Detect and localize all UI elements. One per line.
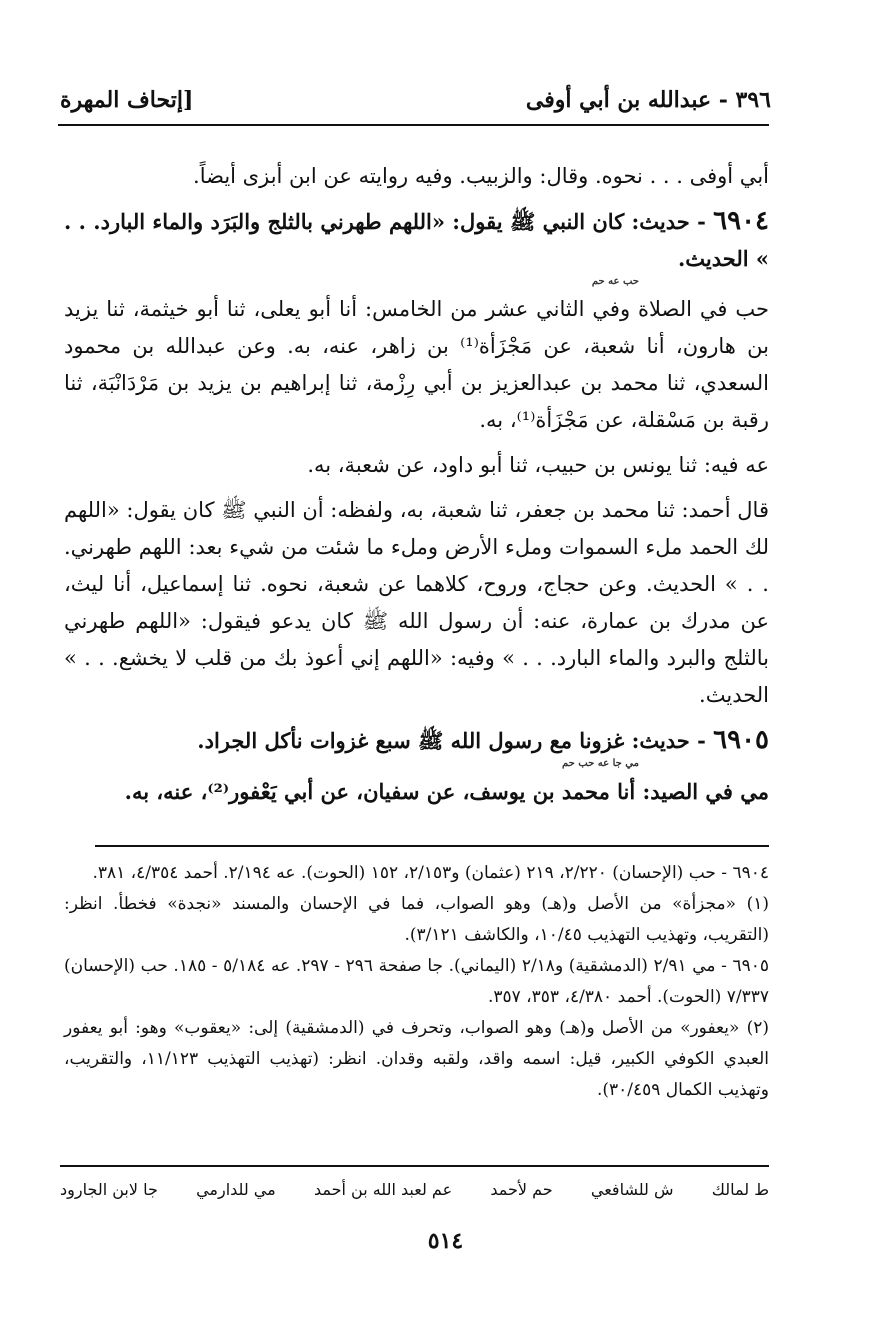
footnote-divider: [95, 845, 769, 847]
abbreviation-item: ط لمالك: [711, 1180, 769, 1199]
footnote: ٦٩٠٤ - حب (الإحسان) ٢/٢٢٠، ٢١٩ (عثمان) و٢/١٥٣، ١٥٢ (الحوت). عه ٢/١٩٤. أحمد ٤/٣٥٤، ٣٨١.: [92, 863, 769, 883]
footnote: ٦٩٠٥ - مي ٢/٩١ (الدمشقية) و٢/١٨ (اليماني). جا صفحة ٢٩٦ - ٢٩٧. عه ٥/١٨٤ - ١٨٥. حب (الإحسان) ٧/٣٣٧ (الحوت). أحمد ٤/٣٨٠، ٣٥٣، ٣٥٧.: [64, 956, 769, 1007]
header-divider: [58, 124, 769, 126]
paragraph: أبي أوفى . . . نحوه. وقال: والزبيب. وفيه روايته عن ابن أبزى أيضاً.: [193, 164, 769, 188]
abbreviation-item: حم لأحمد: [490, 1180, 553, 1199]
hadith-6904: [64, 203, 770, 287]
abbreviations-divider: [60, 1165, 769, 1167]
paragraph: حب في الصلاة وفي الثاني عشر من الخامس: أنا أبو يعلى، ثنا أبو خيثمة، ثنا يزيد بن هارون، أنا شعبة، عن مَجْزَأة⁽¹⁾ بن زاهر، عنه، به. وعن عبدالله بن محمود السعدي، ثنا محمد بن عبدالعزيز بن أبي رِزْمة، ثنا إبراهيم بن يزيد بن مَرْدَانْبَة، ثنا رقبة بن مَسْقلة، عن مَجْزَأة⁽¹⁾، به.: [64, 297, 769, 432]
main-text: [64, 158, 769, 818]
source-markers: مي جا عه حب حم: [561, 758, 639, 769]
abbreviation-item: ش للشافعي: [590, 1180, 674, 1199]
source-markers: حب عه حم: [591, 276, 639, 287]
abbreviation-item: مي للدارمي: [196, 1180, 276, 1199]
running-header: [60, 80, 771, 120]
footnotes: [64, 858, 769, 1106]
book-title: [إتحاف المهرة: [60, 87, 194, 113]
footnote: (٢) «يعفور» من الأصل و(هـ) وهو الصواب، وتحرف في (الدمشقية) إلى: «يعقوب» وهو: أبو يعفور العبدي الكوفي الكبير، قيل: اسمه واقد، ولقبه وقدان. انظر: (تهذيب التهذيب ١١/١٢٣، والتقريب، وتهذيب الكمال ٣٠/٤٥٩).: [64, 1018, 769, 1100]
hadith-number: ٦٩٠٤: [713, 206, 770, 236]
abbreviation-item: عم لعبد الله بن أحمد: [313, 1180, 453, 1199]
paragraph: عه فيه: ثنا يونس بن حبيب، ثنا أبو داود، عن شعبة، به.: [307, 453, 769, 477]
hadith-text: - حديث: غزونا مع رسول الله ﷺ سبع غزوات نأكل الجراد.: [197, 728, 706, 753]
abbreviations-key: [60, 1180, 769, 1199]
hadith-text: - حديث: كان النبي ﷺ يقول: «اللهم طهرني بالثلج والبَرَد والماء البارد. . . » الحديث.: [64, 209, 769, 271]
hadith-number: ٦٩٠٥: [713, 725, 769, 755]
hadith-6905: [64, 722, 769, 769]
footnote: (١) «مجزأة» من الأصل و(هـ) وهو الصواب، فما في الإحسان والمسند «نجدة» فخطأ. انظر: (التقريب، وتهذيب التهذيب ١٠/٤٥، والكاشف ٣/١٢١).: [64, 894, 769, 945]
paragraph: قال أحمد: ثنا محمد بن جعفر، ثنا شعبة، به، ولفظه: أن النبي ﷺ كان يقول: «اللهم لك الحمد ملء السموات وملء الأرض وملء ما شئت من شيء بعد: اللهم طهرني. . . » الحديث. وعن حجاج، وروح، كلاهما عن شعبة، نحوه. ثنا إسماعيل، أنا ليث، عن مدرك بن عمارة، عنه: أن رسول الله ﷺ كان يدعو فيقول: «اللهم طهرني بالثلج والبرد والماء البارد. . . » وفيه: «اللهم إني أعوذ بك من قلب لا يخشع. . . » الحديث.: [64, 498, 769, 707]
chapter-title: ٣٩٦ - عبدالله بن أبي أوفى: [525, 87, 771, 113]
paragraph: مي في الصيد: أنا محمد بن يوسف، عن سفيان، عن أبي يَعْفور⁽²⁾، عنه، به.: [124, 779, 769, 804]
page-number: ٥١٤: [427, 1228, 464, 1254]
abbreviation-item: جا لابن الجارود: [60, 1180, 158, 1199]
